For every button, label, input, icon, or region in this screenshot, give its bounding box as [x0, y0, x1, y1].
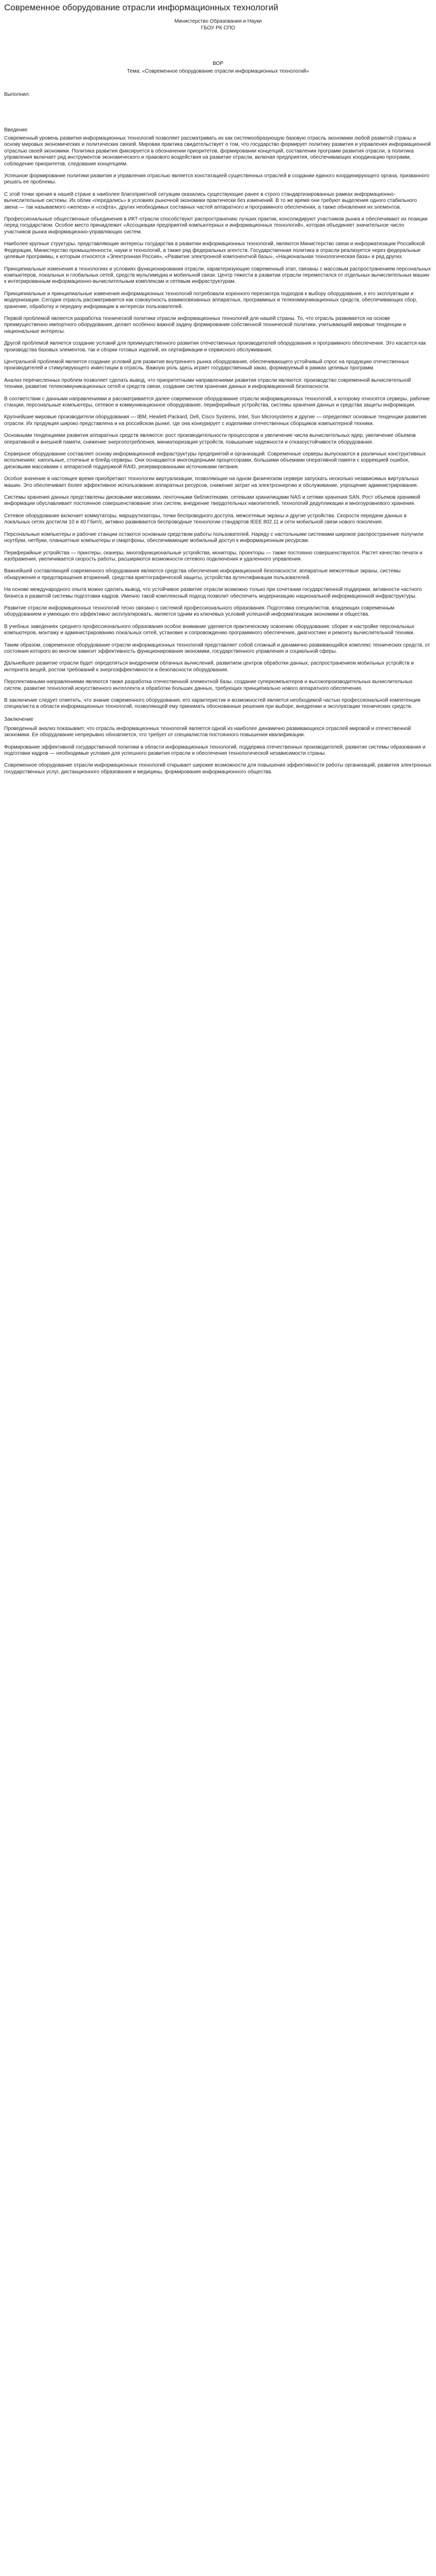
paragraph: Современный уровень развития информационных технологий позволяет рассматривать их как системообразующую базовую отрасль экономики любой развитой страны и основу мировых экономических и политических связей. Мировая практика свидетельствует о том, что государство формирует политику развития и управления информационной отраслью своей экономики. Политика развития фиксируется в обозначении приоритетов, формировании концепций, составлении программ развития отрасли, а политика управления включает ряд инструментов экономического и правового воздействия на развитие отрасли, включая предприятия, обеспечивающих координацию программ, соблюдение приоритетов, следование концепциям.	[4, 135, 431, 167]
paragraph: Центральной проблемой является создание условий для развития внутреннего рынка оборудования, обеспечивающего устойчивый спрос на продукцию отечественных производителей и стимулирующего инвестиции в отрасль. Важную роль здесь играет государственный заказ, формируемый в рамках целевых программ.	[4, 359, 409, 371]
paragraph: С этой точки зрения в нашей стране в наиболее благоприятной ситуации оказались существующие ранее в строго стандартизированных рамках информационно-вычислительные системы. Их облик «передались» в условиях рыночной экономики практически без изменений. В то же время они требуют выделения одного стабильного звена — так называемого «железа» и «софта», других необходимых составных частей аппаратного и программного обеспечения, а также обновления их элементов.	[4, 191, 417, 210]
paragraph: Сетевое оборудование включает коммутаторы, маршрутизаторы, точки беспроводного доступа, межсетевые экраны и другие устройства. Скорости передачи данных в локальных сетях достигли 10 и 40 Гбит/с, активно развиваются беспроводные технологии стандартов IEEE 802.11 и сети мобильной связи нового поколения.	[4, 513, 407, 526]
paragraph: Периферийные устройства — принтеры, сканеры, многофункциональные устройства, мониторы, проекторы — также постоянно совершенствуются. Растет качество печати и изображения, увеличивается скорость работы, расширяются возможности сетевого подключения и удаленного управления.	[4, 550, 423, 562]
paragraph: Развитие отрасли информационных технологий тесно связано с системой профессионального образования. Подготовка специалистов, владеющих современным оборудованием и умеющих его эффективно эксплуатировать, является одним из ключевых условий успешной информатизации экономики и общества.	[4, 605, 395, 618]
paragraph: Формирование эффективной государственной политики в области информационных технологий, поддержка отечественных производителей, развитие системы образования и подготовки кадров — необходимые условия для успешного развития отрасли и обеспечения технологической независимости страны.	[4, 744, 426, 757]
paragraph: Анализ перечисленных проблем позволяет сделать вывод, что приоритетными направлениями развития отрасли являются: производство современной вычислительной техники, развитие телекоммуникационных сетей и средств связи, создание систем хранения данных и информационной безопасности.	[4, 377, 411, 390]
paragraph: В учебных заведениях среднего профессионального образования особое внимание уделяется практическому освоению оборудования: сборке и настройке персональных компьютеров, монтажу и администрированию локальных сетей, установке и сопровождению программного обеспечения, диагностике и ремонту вычислительной техники.	[4, 623, 415, 636]
paragraph: Принципиальные и принципиальные изменения информационных технологий потребовали коренного пересмотра подходов к выбору оборудования, к его эксплуатации и модернизации. Сегодня отрасль рассматривается как совокупность взаимосвязанных аппаратных, программных и телекоммуникационных средств, обеспечивающих сбор, хранение, обработку и передачу информации в интересах пользователей.	[4, 291, 417, 310]
paragraph: Крупнейшие мировые производители оборудования — IBM, Hewlett-Packard, Dell, Cisco Systems, Intel, Sun Microsystems и другие — определяют основные тенденции развития отрасли. Их продукция широко представлена и на российском рынке, где она конкурирует с изделиями отечественных сборщиков компьютерной техники.	[4, 414, 427, 427]
paragraph: Успешное формирование политики развития и управления отраслью является констатацией существенных отраслей в создании единого координирующего органа, призванного решать ее проблемы.	[4, 173, 429, 185]
paragraph: Таким образом, современное оборудование отрасли информационных технологий представляет собой сложный и динамично развивающийся комплекс технических средств, от состояния которого во многом зависит эффективность функционирования экономики, государственного управления и социальной сферы.	[4, 642, 430, 654]
closing-text	[4, 726, 432, 775]
paragraph: Проведенный анализ показывает, что отрасль информационных технологий является одной из наиболее динамично развивающихся отраслей мировой и отечественной экономики. Ее оборудование непрерывно обновляется, что требует от специалистов постоянного повышения квалификации.	[4, 725, 411, 738]
paragraph: Дальнейшее развитие отрасли будет определяться внедрением облачных вычислений, развитием центров обработки данных, распространением мобильных устройств и интернета вещей, ростом требований к энергоэффективности и безопасности оборудования.	[4, 660, 414, 673]
paragraph: Особое значение в настоящее время приобретают технологии виртуализации, позволяющие на одном физическом сервере запускать несколько независимых виртуальных машин. Это обеспечивает более эффективное использование аппаратных ресурсов, снижение затрат на электроэнергию и обслуживание, упрощение администрирования.	[4, 476, 419, 488]
paragraph: Персональные компьютеры и рабочие станции остаются основным средством работы пользователей. Наряду с настольными системами широкое распространение получили ноутбуки, нетбуки, планшетные компьютеры и смартфоны, обеспечивающие мобильный доступ к информационным ресурсам.	[4, 531, 424, 544]
ministry-name: Министерство Образования и Науки	[174, 19, 262, 24]
closing-heading: Заключение	[4, 716, 33, 722]
paragraph: Серверное оборудование составляет основу информационной инфраструктуры предприятий и организаций. Современные серверы выпускаются в различных конструктивных исполнениях: напольные, стоечные и блейд-серверы. Они оснащаются многоядерными процессорами, большими объемами оперативной памяти с коррекцией ошибок, дисковыми массивами с аппаратной поддержкой RAID, резервированными источниками питания.	[4, 451, 426, 470]
paragraph: В соответствии с данными направлениями и рассматривается далее современное оборудование отрасли информационных технологий, к которому относятся серверы, рабочие станции, персональные компьютеры, сетевое и коммуникационное оборудование, периферийные устройства, системы хранения данных и средства защиты информации.	[4, 396, 430, 408]
paragraph: Важнейшей составляющей современного оборудования являются средства обеспечения информационной безопасности: аппаратные межсетевые экраны, системы обнаружения и предотвращения вторжений, средства криптографической защиты, устройства аутентификации пользователей.	[4, 568, 401, 581]
paragraph: Современное оборудование отрасли информационных технологий открывает широкие возможности для повышения эффективности работы организаций, развития электронных государственных услуг, дистанционного образования и медицины, формирования информационного общества.	[4, 762, 432, 775]
paragraph: Наиболее крупные структуры, представляющие интересы государства в развитии информационных технологий, являются Министерство связи и информатизации Российской Федерации, Министерство промышленности, науки и технологий, а также ряд федеральных агентств. Государственная политика в отрасли реализуется через федеральные целевые программы, к которым относятся «Электронная Россия», «Развитие электронной компонентной базы», «Национальная технологическая база» и ряд других.	[4, 241, 425, 260]
paragraph: На основе международного опыта можно сделать вывод, что устойчивое развитие отрасли возможно только при сочетании государственной поддержки, активности частного бизнеса и развитой системы подготовки кадров. Именно такой комплексный подход позволит обеспечить модернизацию национальной информационной инфраструктуры.	[4, 587, 422, 599]
paragraph: Системы хранения данных представлены дисковыми массивами, ленточными библиотеками, сетевыми хранилищами NAS и сетями хранения SAN. Рост объемов хранимой информации обуславливает постоянное совершенствование этих систем, внедрение твердотельных накопителей, технологий дедупликации и многоуровневого хранения.	[4, 495, 421, 507]
document-topic: Тема: «Современное оборудование отрасли информационных технологий»	[127, 69, 309, 74]
performer-label: Выполнил:	[4, 92, 30, 97]
document-page	[0, 0, 436, 791]
paragraph: Принципиальные изменения в технологиях и условиях функционирования отрасли, характеризующие современный этап, связаны с массовым распространением персональных компьютеров, локальных и глобальных сетей, средств мультимедиа и мобильной связи. Центр тяжести в развитии отрасли переместился от отдельных вычислительных машин к интегрированным информационно-вычислительным комплексам и сетевым инфраструктурам.	[4, 266, 431, 285]
paragraph: Перспективными направлениями являются также разработка отечественной элементной базы, создание суперкомпьютеров и высокопроизводительных вычислительных систем, развитие технологий искусственного интеллекта и обработки больших данных, требующих принципиально нового аппаратного обеспечения.	[4, 679, 413, 691]
paragraph: Профессиональные общественные объединения в ИКТ-отрасли способствуют распространению лучших практик, консолидируют участников рынка и обеспечивают их позиции перед государством. Особое место принадлежит «Ассоциации предприятий компьютерных и информационных технологий», которая объединяет значительное число участников рынка информационно-управляющих систем.	[4, 216, 428, 235]
paragraph: Основными тенденциями развития аппаратных средств являются: рост производительности процессоров и увеличение числа вычислительных ядер, увеличение объемов оперативной и внешней памяти, снижение энергопотребления, миниатюризация устройств, повышение надежности и отказоустойчивости оборудования.	[4, 433, 416, 445]
college-name: ГБОУ РК СПО	[201, 25, 235, 31]
paragraph: Первой проблемой является разработка технической политики отрасли информационных технологий для нашей страны. То, что отрасль развивается на основе преимущественно импортного оборудования, делает особенно важной задачу формирования собственной технической политики, учитывающей мировые тенденции и национальные интересы.	[4, 315, 406, 334]
document-type: ВОР	[213, 61, 223, 66]
paragraph: Другой проблемой является создание условий для преимущественного развития отечественных производителей оборудования и программного обеспечения. Это касается как производства базовых элементов, так и сборки готовых изделий, их сертификации и сервисного обслуживания.	[4, 341, 426, 353]
body-text	[4, 135, 432, 710]
paragraph: В заключение следует отметить, что знание современного оборудования, его характеристик и возможностей является необходимой частью профессиональной компетенции специалиста в области информационных технологий, позволяющей ему принимать обоснованные решения при выборе, внедрении и эксплуатации технических средств.	[4, 698, 421, 710]
intro-heading: Введение	[4, 127, 28, 133]
document-title: Современное оборудование отрасли информационных технологий	[4, 3, 278, 12]
